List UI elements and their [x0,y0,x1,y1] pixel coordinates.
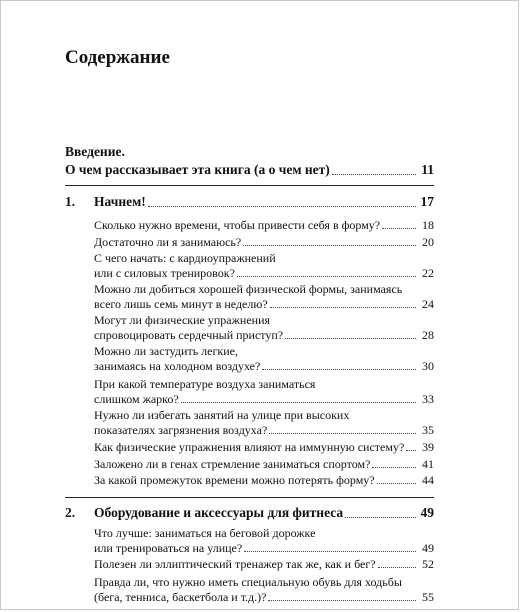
toc-entry[interactable] [94,218,434,232]
toc-entry-title: (бега, тенниса, баскетбола и т.д.)? [94,590,267,604]
chapter-number: 2. [65,505,76,520]
toc-entry[interactable] [94,328,434,342]
toc-entry[interactable] [94,266,434,280]
toc-entry-page: 22 [422,266,434,280]
toc-entry-title: Как физические упражнения влияют на иммунную систему? [94,440,405,454]
toc-entry-intro[interactable] [65,162,434,178]
toc-entry[interactable] [94,557,434,571]
dot-leader [270,307,416,308]
dot-leader [244,551,416,552]
chapter-title: Начнем! [94,194,146,209]
dot-leader [345,517,416,518]
dot-leader [285,338,416,339]
toc-entry[interactable] [94,359,434,373]
toc-entry-title-line1: Можно ли добиться хорошей физической формы, занимаясь [94,282,403,296]
toc-entry-title: Заложено ли в генах стремление заниматься спортом? [94,457,371,471]
toc-chapter-2[interactable] [94,505,434,521]
toc-entry-title-line1: С чего начать: с кардиоупражнений [94,251,276,265]
toc-entry-title: или с силовых тренировок? [94,266,235,280]
toc-entry-title: показателях загрязнения воздуха? [94,423,268,437]
toc-entry-page: 20 [422,235,434,249]
toc-entry-title-line1: Что лучше: заниматься на беговой дорожке [94,526,316,540]
section-divider [65,185,434,186]
chapter-page: 49 [420,505,434,520]
toc-entry[interactable] [94,392,434,406]
toc-entry[interactable] [94,297,434,311]
dot-leader [268,600,416,601]
toc-entry-page: 18 [422,218,434,232]
toc-entry-page: 28 [422,328,434,342]
dot-leader [378,567,416,568]
toc-entry[interactable] [94,590,434,604]
page-title: Содержание [65,47,170,68]
toc-entry-page: 11 [421,162,434,177]
toc-entry-title-line1: Можно ли застудить легкие, [94,344,238,358]
toc-entry-page: 30 [422,359,434,373]
toc-entry[interactable] [94,457,434,471]
toc-entry-title-line1: При какой температуре воздуха заниматься [94,377,316,391]
dot-leader [372,467,416,468]
chapter-title: Оборудование и аксессуары для фитнеса [94,505,344,520]
toc-entry-title-line1: Нужно ли избегать занятий на улице при высоких [94,408,350,422]
toc-entry-page: 24 [422,297,434,311]
toc-entry-title: За какой промежуток времени можно потерять форму? [94,473,375,487]
toc-entry-page: 49 [422,541,434,555]
dot-leader [332,174,416,175]
dot-leader [237,276,416,277]
dot-leader [148,206,416,207]
toc-entry-title-line1: Правда ли, что нужно иметь специальную обувь для ходьбы [94,575,402,589]
dot-leader [262,369,416,370]
intro-label: Введение. [65,144,125,159]
toc-entry-title-line1: Могут ли физические упражнения [94,313,271,327]
toc-entry-page: 55 [422,590,434,604]
dot-leader [181,402,416,403]
toc-entry[interactable] [94,423,434,437]
toc-entry[interactable] [94,473,434,487]
toc-entry-page: 39 [422,440,434,454]
toc-entry-page: 44 [422,473,434,487]
toc-entry-title: спровоцировать сердечный приступ? [94,328,284,342]
chapter-number: 1. [65,194,76,209]
toc-entry-title: Полезен ли эллиптический тренажер так же, как и бег? [94,557,376,571]
toc-entry-title: всего лишь семь минут в неделю? [94,297,268,311]
toc-entry-page: 33 [422,392,434,406]
toc-entry[interactable] [94,440,434,454]
toc-entry[interactable] [94,235,434,249]
toc-entry-title: слишком жарко? [94,392,179,406]
toc-entry-title: Сколько нужно времени, чтобы привести себя в форму? [94,218,381,232]
toc-entry-title: занимаясь на холодном воздухе? [94,359,261,373]
dot-leader [382,228,416,229]
toc-entry-title: О чем рассказывает эта книга (а о чем нет) [65,162,330,177]
toc-entry-title: Достаточно ли я занимаюсь? [94,235,242,249]
toc-entry-page: 52 [422,557,434,571]
section-divider [65,497,434,498]
dot-leader [406,450,416,451]
toc-entry-page: 35 [422,423,434,437]
dot-leader [269,433,416,434]
toc-entry-title: или тренироваться на улице? [94,541,243,555]
dot-leader [377,483,416,484]
toc-entry[interactable] [94,541,434,555]
toc-chapter-1[interactable] [94,194,434,210]
dot-leader [243,245,416,246]
toc-entry-page: 41 [422,457,434,471]
chapter-page: 17 [420,194,434,209]
